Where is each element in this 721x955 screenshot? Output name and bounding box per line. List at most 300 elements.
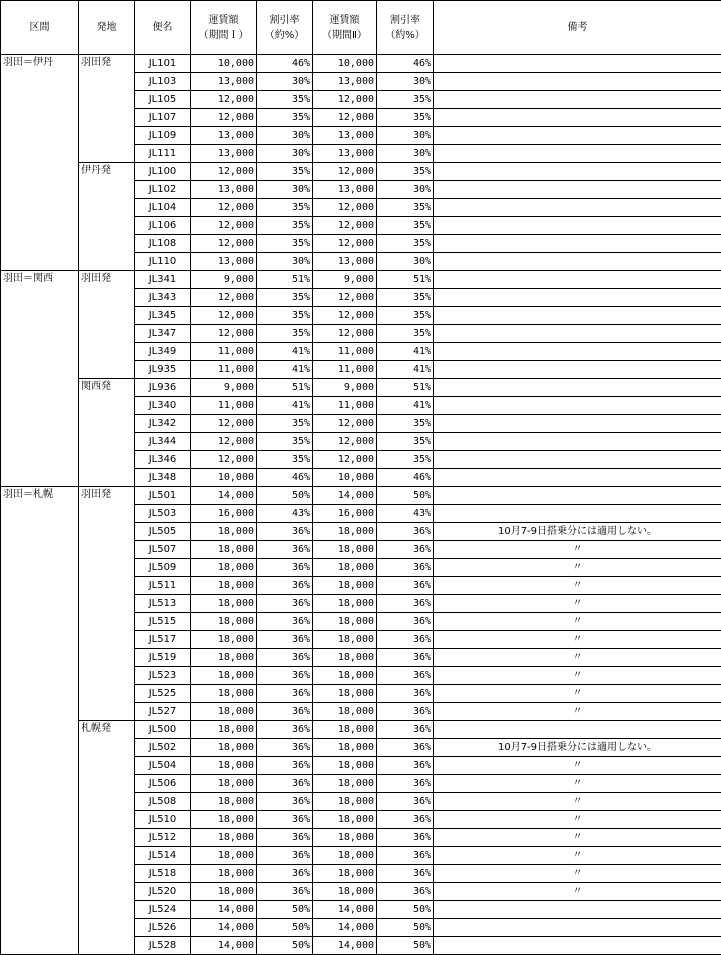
discount-1-cell: 30%: [257, 181, 313, 199]
note-cell: [434, 271, 721, 289]
header-fare-period-2: [313, 1, 377, 55]
note-cell: [434, 469, 721, 487]
note-cell: 10月7-9日搭乗分には適用しない。: [434, 523, 721, 541]
fare-period-1-cell: 14,000: [191, 937, 257, 955]
discount-1-cell: 36%: [257, 685, 313, 703]
header-fare1-line2: （期間Ｉ）: [198, 29, 249, 41]
fare-period-1-cell: 12,000: [191, 451, 257, 469]
discount-2-cell: 41%: [377, 343, 434, 361]
flight-cell: JL110: [135, 253, 191, 271]
fare-period-2-cell: 13,000: [313, 73, 377, 91]
fare-table-body: [1, 55, 721, 955]
fare-period-1-cell: 18,000: [191, 721, 257, 739]
flight-cell: JL502: [135, 739, 191, 757]
discount-1-cell: 36%: [257, 883, 313, 901]
flight-cell: JL106: [135, 217, 191, 235]
discount-2-cell: 30%: [377, 181, 434, 199]
discount-1-cell: 36%: [257, 847, 313, 865]
flight-cell: JL512: [135, 829, 191, 847]
discount-1-cell: 36%: [257, 613, 313, 631]
note-cell: [434, 145, 721, 163]
flight-cell: JL524: [135, 901, 191, 919]
fare-period-1-cell: 14,000: [191, 487, 257, 505]
fare-period-2-cell: 9,000: [313, 379, 377, 397]
discount-1-cell: 46%: [257, 55, 313, 73]
discount-1-cell: 36%: [257, 667, 313, 685]
fare-period-2-cell: 12,000: [313, 451, 377, 469]
note-cell: 〃: [434, 703, 721, 721]
fare-period-2-cell: 18,000: [313, 739, 377, 757]
fare-period-1-cell: 11,000: [191, 397, 257, 415]
fare-period-2-cell: 10,000: [313, 469, 377, 487]
fare-period-2-cell: 18,000: [313, 559, 377, 577]
fare-period-1-cell: 16,000: [191, 505, 257, 523]
fare-period-1-cell: 11,000: [191, 361, 257, 379]
fare-period-1-cell: 12,000: [191, 307, 257, 325]
header-row: [1, 1, 721, 55]
fare-period-1-cell: 14,000: [191, 919, 257, 937]
flight-cell: JL511: [135, 577, 191, 595]
fare-period-2-cell: 18,000: [313, 883, 377, 901]
flight-cell: JL510: [135, 811, 191, 829]
discount-2-cell: 35%: [377, 307, 434, 325]
fare-period-2-cell: 12,000: [313, 163, 377, 181]
discount-1-cell: 36%: [257, 793, 313, 811]
flight-cell: JL514: [135, 847, 191, 865]
fare-period-2-cell: 18,000: [313, 541, 377, 559]
discount-2-cell: 35%: [377, 289, 434, 307]
fare-period-1-cell: 13,000: [191, 127, 257, 145]
discount-2-cell: 50%: [377, 487, 434, 505]
note-cell: [434, 919, 721, 937]
fare-period-2-cell: 9,000: [313, 271, 377, 289]
discount-2-cell: 51%: [377, 379, 434, 397]
flight-cell: JL347: [135, 325, 191, 343]
discount-1-cell: 30%: [257, 127, 313, 145]
note-cell: [434, 721, 721, 739]
header-discount-2: [377, 1, 434, 55]
fare-period-2-cell: 18,000: [313, 847, 377, 865]
fare-period-1-cell: 18,000: [191, 757, 257, 775]
flight-cell: JL100: [135, 163, 191, 181]
fare-period-1-cell: 12,000: [191, 325, 257, 343]
fare-period-2-cell: 13,000: [313, 127, 377, 145]
fare-period-1-cell: 13,000: [191, 181, 257, 199]
fare-period-2-cell: 12,000: [313, 217, 377, 235]
fare-period-1-cell: 18,000: [191, 847, 257, 865]
discount-1-cell: 46%: [257, 469, 313, 487]
fare-period-2-cell: 12,000: [313, 289, 377, 307]
discount-2-cell: 50%: [377, 901, 434, 919]
flight-cell: JL343: [135, 289, 191, 307]
fare-period-1-cell: 18,000: [191, 523, 257, 541]
discount-2-cell: 36%: [377, 865, 434, 883]
flight-cell: JL504: [135, 757, 191, 775]
header-note: 備考: [434, 1, 721, 55]
note-cell: [434, 307, 721, 325]
discount-2-cell: 35%: [377, 91, 434, 109]
note-cell: 〃: [434, 685, 721, 703]
fare-period-1-cell: 13,000: [191, 73, 257, 91]
note-cell: [434, 109, 721, 127]
fare-period-1-cell: 18,000: [191, 577, 257, 595]
fare-period-2-cell: 12,000: [313, 433, 377, 451]
note-cell: 〃: [434, 865, 721, 883]
flight-cell: JL527: [135, 703, 191, 721]
note-cell: [434, 289, 721, 307]
discount-1-cell: 50%: [257, 919, 313, 937]
discount-2-cell: 36%: [377, 523, 434, 541]
fare-period-2-cell: 13,000: [313, 253, 377, 271]
flight-cell: JL103: [135, 73, 191, 91]
fare-period-2-cell: 14,000: [313, 487, 377, 505]
flight-cell: JL101: [135, 55, 191, 73]
header-origin: 発地: [79, 1, 135, 55]
discount-1-cell: 35%: [257, 199, 313, 217]
discount-1-cell: 30%: [257, 145, 313, 163]
fare-period-2-cell: 14,000: [313, 901, 377, 919]
table-row: [1, 721, 721, 739]
discount-2-cell: 35%: [377, 451, 434, 469]
flight-cell: JL518: [135, 865, 191, 883]
flight-cell: JL111: [135, 145, 191, 163]
flight-cell: JL342: [135, 415, 191, 433]
fare-period-2-cell: 10,000: [313, 55, 377, 73]
discount-1-cell: 36%: [257, 523, 313, 541]
header-disc1-line2: （約%）: [264, 29, 305, 41]
fare-period-1-cell: 18,000: [191, 595, 257, 613]
discount-1-cell: 30%: [257, 253, 313, 271]
discount-1-cell: 50%: [257, 487, 313, 505]
discount-2-cell: 36%: [377, 847, 434, 865]
note-cell: [434, 415, 721, 433]
fare-period-2-cell: 11,000: [313, 343, 377, 361]
flight-cell: JL503: [135, 505, 191, 523]
flight-cell: JL515: [135, 613, 191, 631]
discount-2-cell: 36%: [377, 541, 434, 559]
origin-cell: 羽田発: [79, 487, 135, 721]
header-fare2-line2: （期間Ⅱ）: [322, 29, 367, 41]
note-cell: [434, 343, 721, 361]
header-disc2-line2: （約%）: [385, 29, 425, 41]
discount-2-cell: 35%: [377, 217, 434, 235]
header-disc1-line1: 割引率: [269, 14, 300, 26]
fare-period-2-cell: 11,000: [313, 397, 377, 415]
section-cell: 羽田＝伊丹: [1, 55, 79, 271]
note-cell: [434, 127, 721, 145]
discount-1-cell: 35%: [257, 415, 313, 433]
header-fare1-line1: 運賃額: [208, 14, 239, 26]
discount-1-cell: 36%: [257, 631, 313, 649]
note-cell: 〃: [434, 667, 721, 685]
flight-cell: JL520: [135, 883, 191, 901]
note-cell: [434, 937, 721, 955]
discount-1-cell: 35%: [257, 163, 313, 181]
fare-period-2-cell: 18,000: [313, 649, 377, 667]
note-cell: [434, 163, 721, 181]
fare-period-1-cell: 9,000: [191, 271, 257, 289]
flight-cell: JL349: [135, 343, 191, 361]
fare-period-1-cell: 12,000: [191, 109, 257, 127]
fare-period-2-cell: 18,000: [313, 631, 377, 649]
fare-period-2-cell: 12,000: [313, 307, 377, 325]
note-cell: [434, 433, 721, 451]
header-fare2-line1: 運賃額: [329, 14, 360, 26]
discount-2-cell: 35%: [377, 235, 434, 253]
fare-period-2-cell: 18,000: [313, 685, 377, 703]
note-cell: [434, 901, 721, 919]
discount-2-cell: 36%: [377, 559, 434, 577]
header-disc2-line1: 割引率: [390, 14, 420, 26]
fare-period-1-cell: 18,000: [191, 613, 257, 631]
flight-cell: JL936: [135, 379, 191, 397]
discount-1-cell: 51%: [257, 379, 313, 397]
discount-1-cell: 36%: [257, 757, 313, 775]
flight-cell: JL345: [135, 307, 191, 325]
discount-1-cell: 35%: [257, 91, 313, 109]
fare-period-1-cell: 18,000: [191, 667, 257, 685]
fare-period-1-cell: 18,000: [191, 865, 257, 883]
table-row: [1, 379, 721, 397]
discount-2-cell: 36%: [377, 703, 434, 721]
discount-2-cell: 46%: [377, 469, 434, 487]
fare-period-2-cell: 12,000: [313, 199, 377, 217]
discount-1-cell: 36%: [257, 865, 313, 883]
fare-period-2-cell: 13,000: [313, 181, 377, 199]
discount-2-cell: 35%: [377, 109, 434, 127]
fare-period-1-cell: 14,000: [191, 901, 257, 919]
discount-2-cell: 36%: [377, 631, 434, 649]
note-cell: 〃: [434, 847, 721, 865]
discount-2-cell: 36%: [377, 721, 434, 739]
header-discount-1: [257, 1, 313, 55]
discount-2-cell: 36%: [377, 685, 434, 703]
note-cell: 〃: [434, 793, 721, 811]
note-cell: 〃: [434, 649, 721, 667]
fare-period-1-cell: 18,000: [191, 541, 257, 559]
note-cell: 〃: [434, 829, 721, 847]
note-cell: 〃: [434, 559, 721, 577]
discount-1-cell: 36%: [257, 559, 313, 577]
flight-cell: JL346: [135, 451, 191, 469]
fare-period-2-cell: 18,000: [313, 793, 377, 811]
fare-period-2-cell: 12,000: [313, 235, 377, 253]
fare-period-2-cell: 12,000: [313, 415, 377, 433]
discount-2-cell: 36%: [377, 667, 434, 685]
discount-1-cell: 36%: [257, 811, 313, 829]
flight-cell: JL107: [135, 109, 191, 127]
fare-period-1-cell: 12,000: [191, 199, 257, 217]
fare-period-1-cell: 18,000: [191, 703, 257, 721]
discount-1-cell: 36%: [257, 703, 313, 721]
note-cell: 〃: [434, 631, 721, 649]
fare-period-2-cell: 11,000: [313, 361, 377, 379]
discount-1-cell: 41%: [257, 361, 313, 379]
note-cell: [434, 361, 721, 379]
discount-2-cell: 51%: [377, 271, 434, 289]
note-cell: [434, 505, 721, 523]
flight-cell: JL507: [135, 541, 191, 559]
discount-2-cell: 36%: [377, 613, 434, 631]
fare-period-1-cell: 18,000: [191, 631, 257, 649]
discount-2-cell: 30%: [377, 253, 434, 271]
fare-period-2-cell: 18,000: [313, 865, 377, 883]
fare-period-1-cell: 18,000: [191, 559, 257, 577]
fare-period-1-cell: 11,000: [191, 343, 257, 361]
note-cell: 10月7-9日搭乗分には適用しない。: [434, 739, 721, 757]
discount-1-cell: 35%: [257, 433, 313, 451]
fare-period-1-cell: 12,000: [191, 163, 257, 181]
discount-1-cell: 35%: [257, 325, 313, 343]
discount-1-cell: 36%: [257, 541, 313, 559]
discount-2-cell: 36%: [377, 649, 434, 667]
note-cell: 〃: [434, 757, 721, 775]
fare-period-1-cell: 18,000: [191, 739, 257, 757]
discount-1-cell: 35%: [257, 289, 313, 307]
fare-period-2-cell: 18,000: [313, 703, 377, 721]
flight-cell: JL509: [135, 559, 191, 577]
flight-cell: JL519: [135, 649, 191, 667]
fare-period-1-cell: 12,000: [191, 235, 257, 253]
fare-period-2-cell: 13,000: [313, 145, 377, 163]
note-cell: [434, 73, 721, 91]
flight-cell: JL513: [135, 595, 191, 613]
fare-period-1-cell: 13,000: [191, 253, 257, 271]
note-cell: 〃: [434, 883, 721, 901]
discount-2-cell: 36%: [377, 775, 434, 793]
discount-2-cell: 35%: [377, 163, 434, 181]
fare-period-2-cell: 18,000: [313, 667, 377, 685]
note-cell: 〃: [434, 595, 721, 613]
discount-1-cell: 50%: [257, 901, 313, 919]
fare-period-1-cell: 18,000: [191, 685, 257, 703]
fare-period-2-cell: 14,000: [313, 937, 377, 955]
discount-2-cell: 36%: [377, 883, 434, 901]
flight-cell: JL348: [135, 469, 191, 487]
flight-cell: JL109: [135, 127, 191, 145]
fare-period-1-cell: 13,000: [191, 145, 257, 163]
origin-cell: 関西発: [79, 379, 135, 487]
discount-2-cell: 30%: [377, 145, 434, 163]
note-cell: [434, 487, 721, 505]
fare-period-1-cell: 12,000: [191, 415, 257, 433]
note-cell: 〃: [434, 577, 721, 595]
flight-cell: JL505: [135, 523, 191, 541]
note-cell: 〃: [434, 775, 721, 793]
discount-2-cell: 36%: [377, 595, 434, 613]
note-cell: [434, 235, 721, 253]
note-cell: [434, 325, 721, 343]
discount-1-cell: 36%: [257, 595, 313, 613]
note-cell: [434, 181, 721, 199]
fare-period-2-cell: 18,000: [313, 811, 377, 829]
table-row: [1, 487, 721, 505]
origin-cell: 伊丹発: [79, 163, 135, 271]
flight-cell: JL523: [135, 667, 191, 685]
discount-2-cell: 35%: [377, 433, 434, 451]
discount-2-cell: 30%: [377, 127, 434, 145]
note-cell: [434, 55, 721, 73]
discount-2-cell: 36%: [377, 829, 434, 847]
discount-2-cell: 50%: [377, 919, 434, 937]
note-cell: [434, 397, 721, 415]
fare-period-1-cell: 12,000: [191, 289, 257, 307]
discount-1-cell: 30%: [257, 73, 313, 91]
origin-cell: 札幌発: [79, 721, 135, 955]
fare-period-2-cell: 18,000: [313, 721, 377, 739]
fare-period-2-cell: 18,000: [313, 577, 377, 595]
flight-cell: JL526: [135, 919, 191, 937]
flight-cell: JL341: [135, 271, 191, 289]
note-cell: 〃: [434, 811, 721, 829]
discount-1-cell: 36%: [257, 829, 313, 847]
table-row: [1, 55, 721, 73]
flight-cell: JL108: [135, 235, 191, 253]
fare-period-1-cell: 12,000: [191, 433, 257, 451]
discount-2-cell: 30%: [377, 73, 434, 91]
discount-1-cell: 41%: [257, 397, 313, 415]
header-section: 区間: [1, 1, 79, 55]
fare-period-2-cell: 18,000: [313, 613, 377, 631]
fare-period-2-cell: 18,000: [313, 775, 377, 793]
note-cell: [434, 199, 721, 217]
fare-period-2-cell: 12,000: [313, 91, 377, 109]
fare-period-1-cell: 18,000: [191, 829, 257, 847]
discount-1-cell: 36%: [257, 649, 313, 667]
discount-1-cell: 36%: [257, 577, 313, 595]
flight-cell: JL340: [135, 397, 191, 415]
discount-2-cell: 35%: [377, 199, 434, 217]
discount-2-cell: 43%: [377, 505, 434, 523]
fare-period-1-cell: 12,000: [191, 217, 257, 235]
discount-2-cell: 41%: [377, 397, 434, 415]
fare-period-1-cell: 18,000: [191, 793, 257, 811]
note-cell: [434, 217, 721, 235]
discount-2-cell: 36%: [377, 811, 434, 829]
fare-period-1-cell: 18,000: [191, 775, 257, 793]
note-cell: [434, 253, 721, 271]
flight-cell: JL517: [135, 631, 191, 649]
fare-period-1-cell: 10,000: [191, 55, 257, 73]
note-cell: [434, 379, 721, 397]
origin-cell: 羽田発: [79, 271, 135, 379]
discount-1-cell: 35%: [257, 109, 313, 127]
section-cell: 羽田＝関西: [1, 271, 79, 487]
discount-2-cell: 46%: [377, 55, 434, 73]
flight-cell: JL501: [135, 487, 191, 505]
flight-cell: JL508: [135, 793, 191, 811]
fare-period-2-cell: 18,000: [313, 757, 377, 775]
fare-period-2-cell: 18,000: [313, 829, 377, 847]
discount-1-cell: 35%: [257, 235, 313, 253]
fare-period-2-cell: 16,000: [313, 505, 377, 523]
discount-1-cell: 36%: [257, 775, 313, 793]
fare-period-2-cell: 18,000: [313, 523, 377, 541]
discount-1-cell: 50%: [257, 937, 313, 955]
fare-period-2-cell: 12,000: [313, 325, 377, 343]
discount-2-cell: 36%: [377, 577, 434, 595]
fare-period-1-cell: 18,000: [191, 883, 257, 901]
flight-cell: JL104: [135, 199, 191, 217]
discount-2-cell: 41%: [377, 361, 434, 379]
discount-2-cell: 36%: [377, 739, 434, 757]
note-cell: 〃: [434, 613, 721, 631]
discount-1-cell: 35%: [257, 217, 313, 235]
discount-1-cell: 51%: [257, 271, 313, 289]
discount-2-cell: 36%: [377, 793, 434, 811]
flight-cell: JL525: [135, 685, 191, 703]
table-row: [1, 163, 721, 181]
